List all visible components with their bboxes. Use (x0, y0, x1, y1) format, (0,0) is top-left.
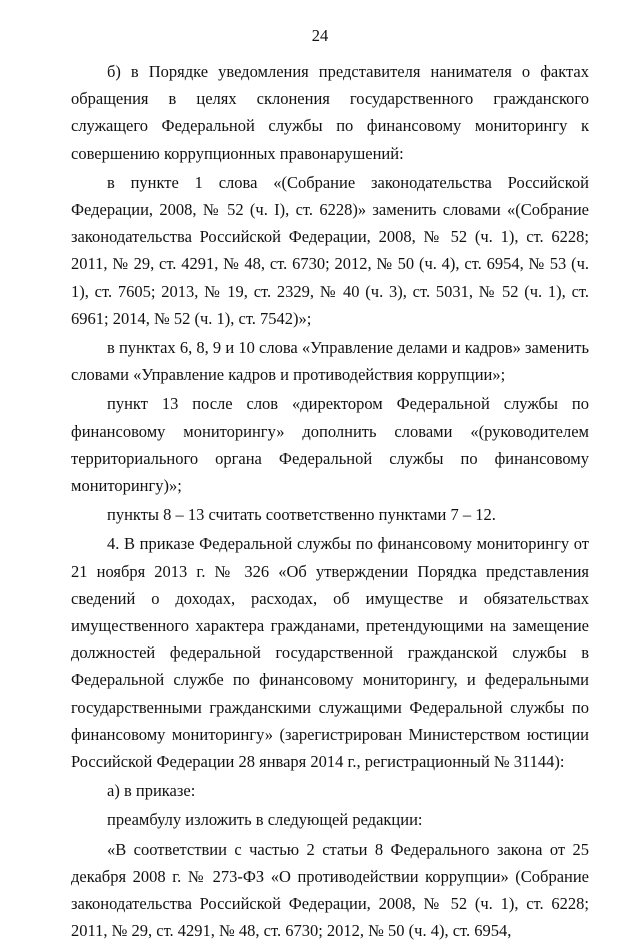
paragraph-point-13: пункт 13 после слов «директором Федеральной службы по финансовому мониторингу» дополнить словами «(руководителем территориального органа Федеральной службы по финансовому мониторингу)»; (71, 394, 589, 496)
paragraph-item-4: 4. В приказе Федеральной службы по финансовому мониторингу от 21 ноября 2013 г. № 326 «Об утверждении Порядка представления сведений о доходах, расходах, об имуществе и обязательствах имущественного характера гражданами, претендующими на замещение должностей федеральной государственной гражданской службы в Федеральной службе по финансовому мониторингу, и федеральными государственными гражданскими служащими Федеральной службы по финансовому мониторингу» (зарегистрирован Министерством юстиции Российской Федерации 28 января 2014 г., регистрационный № 31144): (71, 534, 589, 772)
paragraph-point-1: в пункте 1 слова «(Собрание законодательства Российской Федерации, 2008, № 52 (ч. I), ст. 6228)» заменить словами «(Собрание законодательства Российской Федерации, 2008, № 52 (ч. 1), ст. 6228; 2011, № 29, ст. 4291, № 48, ст. 6730; 2012, № 50 (ч. 4), ст. 6954, № 53 (ч. 1), ст. 7605; 2013, № 19, ст. 2329, № 40 (ч. 3), ст. 5031, № 52 (ч. 1), ст. 6961; 2014, № 52 (ч. 1), ст. 7542)»; (71, 172, 589, 328)
paragraph-preamble-text: «В соответствии с частью 2 статьи 8 Федерального закона от 25 декабря 2008 г. № 273-ФЗ «О противодействии коррупции» (Собрание законодательства Российской Федерации, 2008, № 52 (ч. 1), ст. 6228; 2011, № 29, ст. 4291, № 48, ст. 6730; 2012, № 50 (ч. 4), ст. 6954, (71, 839, 589, 941)
paragraph-preamble: преамбулу изложить в следующей редакции: (107, 810, 423, 830)
paragraph-points-6-8-9-10: в пунктах 6, 8, 9 и 10 слова «Управление делами и кадров» заменить словами «Управление кадров и противодействия коррупции»; (71, 338, 589, 385)
paragraph-a-in-order: а) в приказе: (107, 781, 196, 801)
page-number: 24 (311, 26, 329, 45)
paragraph-renumbering: пункты 8 – 13 считать соответственно пунктами 7 – 12. (107, 505, 496, 525)
paragraph-b-order-notification: б) в Порядке уведомления представителя нанимателя о фактах обращения в целях склонения государственного гражданского служащего Федеральной службы по финансовому мониторингу к совершению коррупционных правонарушений: (71, 62, 589, 163)
document-body (71, 58, 589, 945)
